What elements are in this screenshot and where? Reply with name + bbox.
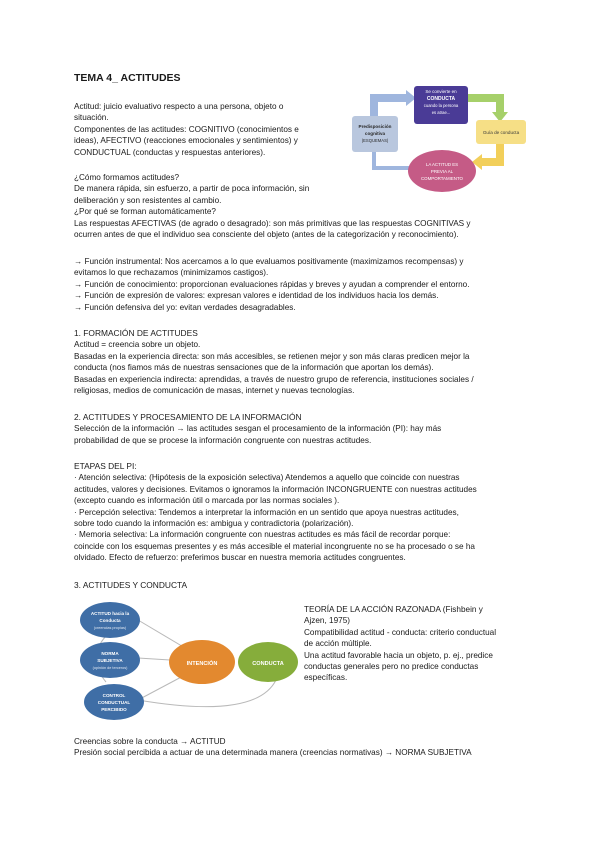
afectivas-block [74,218,526,241]
arrow-top-to-right [466,98,500,114]
text-line: coincide con los esquemas presentes y es más accesible el material incongruente no se ha procesado o se ha [74,541,475,551]
text-line: · Atención selectiva: (Hipótesis de la exposición selectiva) Atendemos a aquello que coincide con nuestras [74,473,460,483]
text-line: Ajzen, 1975) [304,616,350,626]
node-text: Se convierte en [425,89,457,94]
text-line: Basadas en la experiencia directa: son más accesibles, se retienen mejor y son más claras predicen mejor la [74,351,470,361]
text-line: actitudes, valores y decisiones. Evitamos o ignoramos la información INCONGRUENTE con nuestras actitudes [74,484,477,494]
node-text: PERCIBIDO [101,707,127,712]
section-heading: 1. FORMACIÓN DE ACTITUDES [74,328,198,338]
text-line: específicas. [304,673,348,683]
text-line: (excepto cuando es información útil o marcada por las normas sociales ). [74,496,340,506]
page-title: TEMA 4_ ACTITUDES [74,72,181,84]
procesamiento-section [74,412,526,446]
text-line: Creencias sobre la conducta → ACTITUD [74,737,226,746]
text-line: olvidado. Efecto de refuerzo: preferimos buscar en nuestra memoria actitudes congruentes. [74,553,406,563]
section-heading: 2. ACTITUDES Y PROCESAMIENTO DE LA INFORMACIÓN [74,412,302,422]
node-text: CONTROL [102,693,126,698]
arrow-left-to-top [374,98,408,116]
text-line: → Función instrumental: Nos acercamos a lo que evaluamos positivamente (maximizamos recompensas) y [74,257,464,266]
node-text: CONDUCTA [426,96,456,102]
intro-line: situación. [74,113,109,123]
text-line: → Función de conocimiento: proporcionan evaluaciones rápidas y breves y ayudan a comprender el entorno. [74,279,470,289]
node-text: COMPORTAMIENTO [421,176,463,181]
text-line: · Memoria selectiva: La información congruente con nuestras actitudes es más fácil de recordar porque: [74,530,451,540]
tar-block [304,604,528,684]
intro-line: Componentes de las actitudes: COGNITIVO (conocimientos e [74,124,299,134]
arrow-bottom-to-left [374,152,412,168]
attitude-cycle-diagram [352,80,532,192]
text-line: conducta (nos fiamos más de nuestras sensaciones que de la información que aportan los demás). [74,363,434,373]
q-line: ¿Cómo formamos actitudes? [74,173,180,182]
intro-line: ideas), AFECTIVO (reacciones emocionales y sentimientos) y [74,136,298,146]
reasoned-action-diagram [76,600,298,724]
text-line: conductas generales pero no predice conductas [304,662,479,672]
conducta-bottom-block [74,736,526,759]
node-text: PREVIA AL [430,169,454,174]
formation-question-block [74,172,342,218]
node-text: Guía de conducta [482,130,520,135]
node-text: LA ACTITUD ES [425,162,459,167]
text-line: Compatibilidad actitud - conducta: criterio conductual [304,627,497,637]
funciones-block [74,256,526,313]
text-line: Las respuestas AFECTIVAS (de agrado o desagrado): son más primitivas que las respuestas COGNITIVAS y [74,219,471,228]
section-heading: 3. ACTITUDES Y CONDUCTA [74,580,188,590]
connector [138,680,276,707]
node-text: (creencias propias) [93,626,127,630]
text-line: Presión social percibida a actuar de una determinada manera (creencias normativas) → NORMA SUBJETIVA [74,748,472,758]
text-line: · Percepción selectiva: Tendemos a interpretar la información en un sentido que apoya nuestras actitudes, [74,507,459,517]
q-line: deliberación y son resistentes al cambio. [74,195,222,205]
intro-line: Actitud: juicio evaluativo respecto a una persona, objeto o [74,102,284,111]
etapas-section [74,461,526,564]
text-line: sobre todo cuando la información es: ambigua y contradictoria (polarización). [74,519,354,529]
intro-block [74,101,342,158]
text-line: Una actitud favorable hacia un objeto, p. ej., predice [304,650,493,660]
node-text: SUBJETIVA [97,658,123,663]
node-text: (ESQUEMAS) [361,138,389,143]
text-line: → Función de expresión de valores: expresan valores e identidad de los individuos hacia los demás. [74,291,439,301]
node-text: cuando la persona [423,103,459,108]
arrow-right-to-bottom [480,142,500,162]
text-line: → Función defensiva del yo: evitan verdades desagradables. [74,302,296,312]
text-line: Basadas en experiencia indirecta: aprendidas, a través de nuestro grupo de referencia, instituciones sociales / [74,374,474,384]
node-text: Predisposición [358,124,392,129]
text-line: evitamos lo que rechazamos (minimizamos castigos). [74,268,269,278]
q-line: De manera rápida, sin esfuerzo, a partir de poca información, sin [74,184,310,194]
text-line: Selección de la información → las actitudes sesgan el procesamiento de la información (PI): hay más [74,424,442,434]
text-line: Actitud = creencia sobre un objeto. [74,340,201,350]
node-text: NORMA [101,651,119,656]
conducta-heading-wrap [74,580,187,591]
node-text: es atrae... [431,110,451,115]
tar-title: TEORÍA DE LA ACCIÓN RAZONADA (Fishbein y [304,605,483,614]
section-heading: ETAPAS DEL PI: [74,461,137,471]
node-text: INTENCIÓN [186,661,218,667]
formacion-section [74,328,526,396]
text-line: probabilidad de que se procese la información congruente con nuestras actitudes. [74,435,372,445]
text-line: ocurren antes de que el individuo sea consciente del objeto (antes de la categorización y reconocimiento). [74,230,459,240]
text-line: de acción múltiple. [304,639,372,649]
node-text: cognitiva [364,131,386,136]
node-text: CONDUCTA [252,661,284,667]
text-line: religiosas, medios de comunicación de masas, internet y nuevas tecnologías. [74,386,355,396]
q-line: ¿Por qué se forman automáticamente? [74,207,216,217]
intro-line: CONDUCTUAL (conductas y respuestas anteriores). [74,147,266,157]
node-text: Conducta [99,618,121,623]
node-text: ACTITUD hacia la [90,611,130,616]
node-text: CONDUCTUAL [97,700,131,705]
node-text: (opinión de terceros) [92,666,128,670]
